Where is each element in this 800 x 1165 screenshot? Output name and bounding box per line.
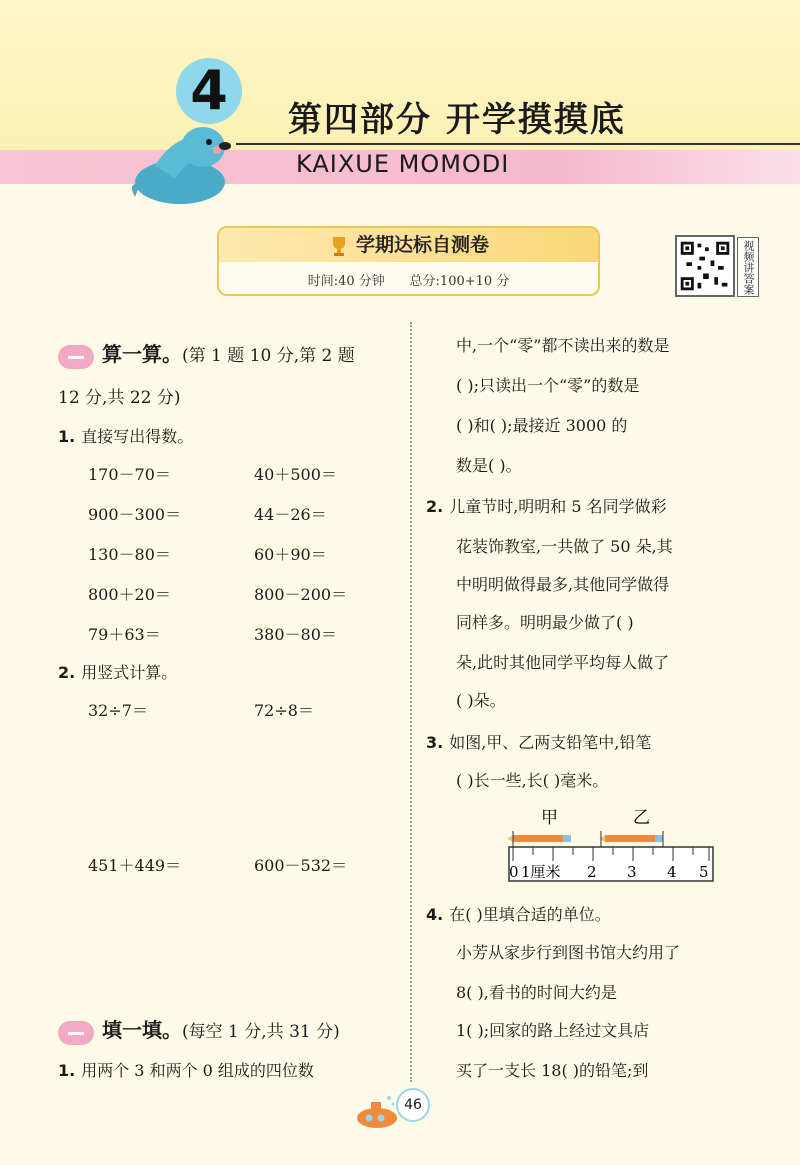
ruler-tick-label: 1厘米 bbox=[521, 863, 561, 881]
section1-title: 算一算。 bbox=[102, 342, 182, 366]
part-number-badge: 4 bbox=[176, 58, 242, 124]
text-line: 买了一支长 18( )的铅笔;到 bbox=[456, 1061, 649, 1080]
test-title-bar bbox=[219, 228, 598, 262]
section-badge-icon bbox=[58, 345, 94, 369]
q2-item: 600－532＝ bbox=[254, 856, 348, 875]
q1-item: 800－200＝ bbox=[254, 585, 348, 604]
rq2-number: 2. bbox=[426, 497, 444, 516]
text-line: 如图,甲、乙两支铅笔中,铅笔 bbox=[449, 733, 652, 752]
q1-item: 800＋20＝ bbox=[88, 585, 171, 604]
text-line: ( )和( );最接近 3000 的 bbox=[456, 416, 628, 435]
ruler-tick-label: 2 bbox=[587, 863, 597, 881]
q1-text: 直接写出得数。 bbox=[81, 427, 194, 446]
q1-item: 79＋63＝ bbox=[88, 625, 161, 644]
text-line: 小芳从家步行到图书馆大约用了 bbox=[456, 943, 681, 962]
q1-item: 40＋500＝ bbox=[254, 465, 337, 484]
pinyin-subtitle: KAIXUE MOMODI bbox=[296, 150, 510, 178]
q2-heading bbox=[58, 660, 177, 683]
text-line: ( )长一些,长( )毫米。 bbox=[456, 771, 609, 790]
pencil-b-icon bbox=[599, 835, 663, 842]
section2-title: 填一填。 bbox=[102, 1018, 182, 1042]
test-score: 总分:100+10 分 bbox=[409, 274, 510, 289]
ruler-diagram bbox=[505, 805, 715, 885]
header-band bbox=[0, 0, 800, 175]
pencil-a-icon bbox=[507, 835, 571, 842]
q2-text: 用竖式计算。 bbox=[81, 663, 178, 682]
text-line: 同样多。明明最少做了( ) bbox=[456, 613, 634, 632]
section1-note-cont: 12 分,共 22 分) bbox=[58, 388, 181, 408]
test-meta bbox=[219, 270, 598, 289]
text-line: 朵,此时其他同学平均每人做了 bbox=[456, 653, 670, 672]
ruler-tick-label: 5 bbox=[699, 863, 709, 881]
test-time: 时间:40 分钟 bbox=[307, 274, 385, 289]
rq4-number: 4. bbox=[426, 905, 444, 924]
test-title: 学期达标自测卷 bbox=[355, 234, 489, 256]
text-line: ( )朵。 bbox=[456, 691, 506, 710]
q2-item: 72÷8＝ bbox=[254, 701, 314, 720]
q2-item: 451＋449＝ bbox=[88, 856, 182, 875]
test-info-box bbox=[217, 226, 600, 296]
seal-mascot-icon bbox=[125, 112, 235, 212]
text-line: 在( )里填合适的单位。 bbox=[449, 905, 611, 924]
q1-heading bbox=[58, 424, 193, 447]
text-line: 中,一个“零”都不读出来的数是 bbox=[456, 336, 670, 355]
qr-code-icon[interactable] bbox=[675, 235, 735, 297]
q1-item: 380－80＝ bbox=[254, 625, 337, 644]
ruler-tick-label: 3 bbox=[627, 863, 637, 881]
rq3-number: 3. bbox=[426, 733, 444, 752]
q1-item: 170－70＝ bbox=[88, 465, 171, 484]
q1-item: 44－26＝ bbox=[254, 505, 327, 524]
q1-item: 900－300＝ bbox=[88, 505, 182, 524]
pencil-b-label: 乙 bbox=[633, 808, 650, 828]
rq4-heading bbox=[426, 902, 611, 925]
q1-item: 60＋90＝ bbox=[254, 545, 327, 564]
page-number: 46 bbox=[396, 1088, 430, 1122]
submarine-icon bbox=[355, 1092, 403, 1132]
page-title: 第四部分 开学摸摸底 bbox=[288, 100, 626, 140]
rq2-heading bbox=[426, 494, 667, 517]
s2q1-text: 用两个 3 和两个 0 组成的四位数 bbox=[81, 1061, 314, 1080]
text-line: ( );只读出一个“零”的数是 bbox=[456, 376, 640, 395]
s2q1-number: 1. bbox=[58, 1061, 76, 1080]
text-line: 1( );回家的路上经过文具店 bbox=[456, 1021, 650, 1040]
column-divider bbox=[410, 322, 412, 1082]
q2-item: 32÷7＝ bbox=[88, 701, 148, 720]
ruler-tick-label: 0 bbox=[509, 863, 519, 881]
section2-heading bbox=[58, 1014, 340, 1045]
section2-note: (每空 1 分,共 31 分) bbox=[182, 1022, 340, 1042]
section1-note: (第 1 题 10 分,第 2 题 bbox=[182, 346, 355, 366]
text-line: 花装饰教室,一共做了 50 朵,其 bbox=[456, 537, 673, 556]
rq3-heading bbox=[426, 730, 651, 753]
trophy-icon bbox=[328, 235, 350, 257]
pencil-a-label: 甲 bbox=[541, 808, 558, 828]
s2q1-heading bbox=[58, 1058, 314, 1081]
q1-item: 130－80＝ bbox=[88, 545, 171, 564]
text-line: 儿童节时,明明和 5 名同学做彩 bbox=[449, 497, 667, 516]
title-underline bbox=[236, 143, 800, 145]
section-badge-icon bbox=[58, 1021, 94, 1045]
ruler-tick-label: 4 bbox=[667, 863, 677, 881]
qr-label: 视频讲答案 bbox=[737, 237, 759, 297]
q1-number: 1. bbox=[58, 427, 76, 446]
section1-heading bbox=[58, 338, 355, 369]
q2-number: 2. bbox=[58, 663, 76, 682]
text-line: 数是( )。 bbox=[456, 456, 522, 475]
text-line: 中明明做得最多,其他同学做得 bbox=[456, 575, 670, 594]
text-line: 8( ),看书的时间大约是 bbox=[456, 983, 617, 1002]
